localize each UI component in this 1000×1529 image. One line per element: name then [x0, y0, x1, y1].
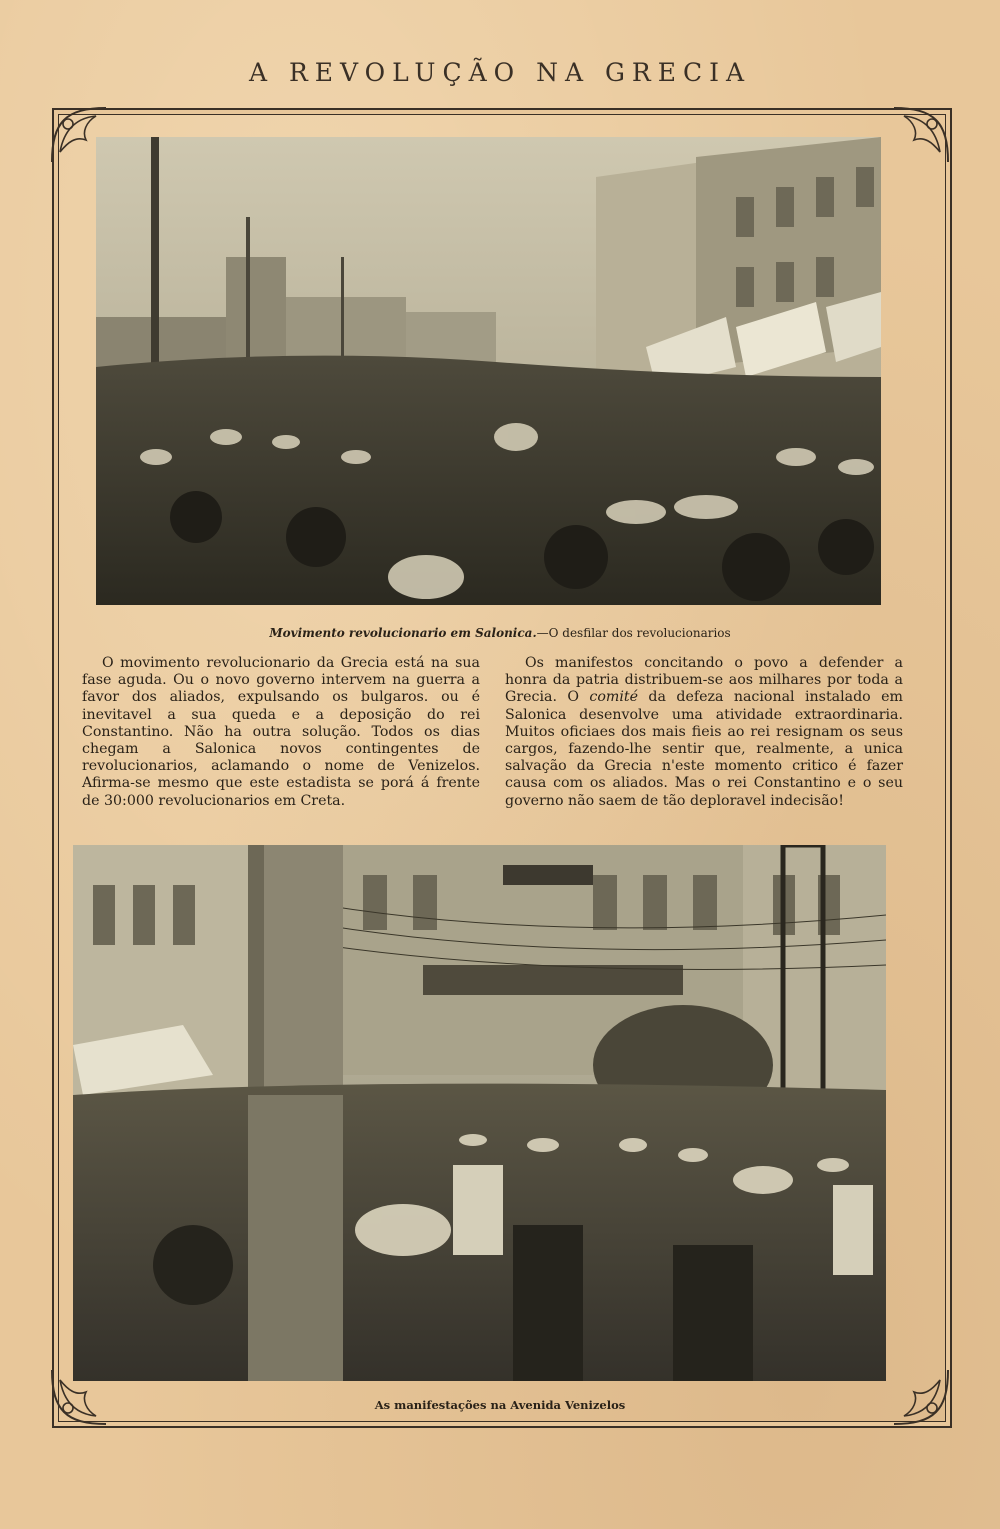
corner-ornament-top-right: [884, 102, 954, 172]
article-column-left: O movimento revolucionario da Grecia está na sua fase aguda. Ou o novo governo intervem na guerra a favor dos aliados, expulsando os bulgaros. ou é inevitavel a sua queda e a deposição do rei Constantino. Não ha outra solução. Todos os dias chegam a Salonica novos contingentes de revolucionarios, aclamando o nome de Venizelos. Afirma-se mesmo que este estadista se porá á frente de 30:000 revolucionarios em Creta.: [82, 655, 480, 809]
article-right-part-1: Os manifestos concitando o povo a defender a honra da patria distribuem-se aos milhares por toda a Grecia. O: [505, 655, 903, 706]
manifestation-photo-illustration: [73, 845, 886, 1381]
top-caption-rest: —O desfilar dos revolucionarios: [536, 626, 731, 640]
corner-ornament-bottom-right: [884, 1360, 954, 1430]
article-column-right: [505, 655, 903, 810]
crowd-photo-illustration: [96, 137, 881, 605]
article-right-part-2: da defeza nacional instalado em Salonica desenvolve uma atividade extraordinaria. Muitos oficiaes dos mais fieis ao rei resignam os seus cargos, fazendo-lhe sentir que, realmente, a unica salvação da Grecia n'este momento critico é fazer causa com os aliados. Mas o rei Constantino e o seu governo não saem de tão deploravel indecisão!: [505, 689, 903, 809]
article-right-emphasis: comité: [589, 689, 638, 706]
top-caption-lead: Movimento revolucionario em Salonica.: [269, 626, 537, 640]
top-photo-caption: [0, 626, 1000, 640]
page-title: A REVOLUÇÃO NA GRECIA: [248, 58, 752, 87]
photo-avenida-venizelos: [73, 845, 886, 1381]
photo-salonica-crowd: [96, 137, 881, 605]
bottom-photo-caption: As manifestações na Avenida Venizelos: [374, 1398, 626, 1412]
